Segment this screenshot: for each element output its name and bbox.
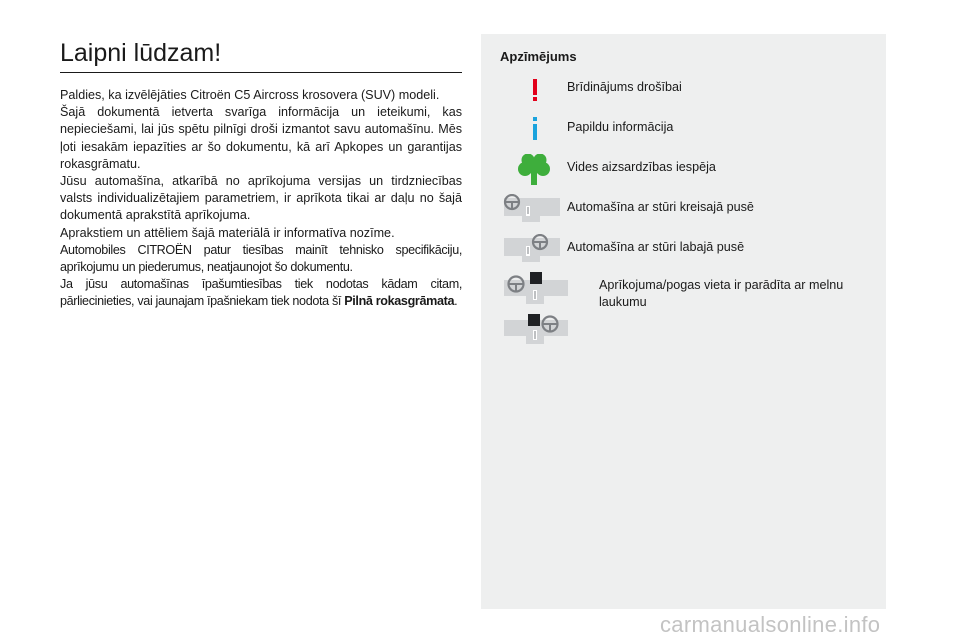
- legend-panel: [481, 34, 886, 609]
- left-hand-drive-icon: [500, 194, 560, 234]
- equipment-location-icon: [500, 272, 572, 372]
- legend-label-info: Papildu informācija: [567, 120, 674, 134]
- intro-text: [60, 87, 462, 311]
- legend-label-warning: Brīdinājums drošībai: [567, 80, 682, 94]
- page-title: Laipni lūdzam!: [60, 39, 222, 67]
- legend-item-environment: [500, 154, 880, 194]
- paragraph-thanks: Paldies, ka izvēlējāties Citroën C5 Aircross krosovera (SUV) modeli.: [60, 88, 440, 102]
- legend-item-equipment-location: [500, 272, 880, 372]
- paragraph-illustrations: Aprakstiem un attēliem šajā materiālā ir informatīva nozīme.: [60, 225, 395, 240]
- site-watermark: carmanualsonline.info: [660, 612, 881, 637]
- legend-label-left-hand-drive: Automašīna ar stūri kreisajā pusē: [567, 200, 754, 214]
- warning-exclamation-icon: [500, 74, 560, 114]
- paragraph-rights: Automobiles CITROËN patur tiesības mainīt tehnisko specifikāciju, aprīkojumu un piederumus, neatjaunojot šo dokumentu.: [60, 242, 462, 275]
- ownership-end: .: [454, 294, 458, 309]
- tree-icon: [500, 154, 560, 194]
- right-hand-drive-icon: [500, 234, 560, 274]
- legend-title: Apzīmējums: [500, 49, 577, 64]
- legend-item-info: [500, 114, 880, 154]
- ownership-text: Ja jūsu automašīnas īpašumtiesības tiek nodotas kādam citam, pārliecinieties, vai jaunajam īpašniekam tiek nodota šī: [60, 277, 462, 309]
- welcome-section: [60, 36, 462, 311]
- legend-label-equipment-location: Aprīkojuma/pogas vieta ir parādīta ar melnu laukumu: [599, 278, 844, 309]
- paragraph-document-info: Šajā dokumentā ietverta svarīga informācija un ieteikumi, kas nepieciešami, lai jūs spētu pilnīgi droši izmantot savu automašīnu. Mēs ļoti iesakām iepazīties ar šo dokumentu, kā arī Apkopes un garantijas rokasgrāmatu.: [60, 105, 462, 171]
- full-manual-term: Pilnā rokasgrāmata: [344, 294, 455, 309]
- legend-item-right-hand-drive: [500, 234, 880, 274]
- legend-item-warning: [500, 74, 880, 114]
- info-icon: [500, 114, 560, 154]
- legend-label-right-hand-drive: Automašīna ar stūri labajā pusē: [567, 240, 745, 254]
- legend-item-left-hand-drive: [500, 194, 880, 234]
- title-divider: [60, 72, 462, 73]
- paragraph-ownership: [60, 276, 462, 310]
- paragraph-equipment: Jūsu automašīna, atkarībā no aprīkojuma versijas un tirdzniecības valsts individualizētajiem parametriem, ir aprīkota tikai ar daļu no šajā dokumentā aprakstītā aprīkojuma.: [60, 174, 462, 223]
- legend-label-environment: Vides aizsardzības iespēja: [567, 160, 716, 174]
